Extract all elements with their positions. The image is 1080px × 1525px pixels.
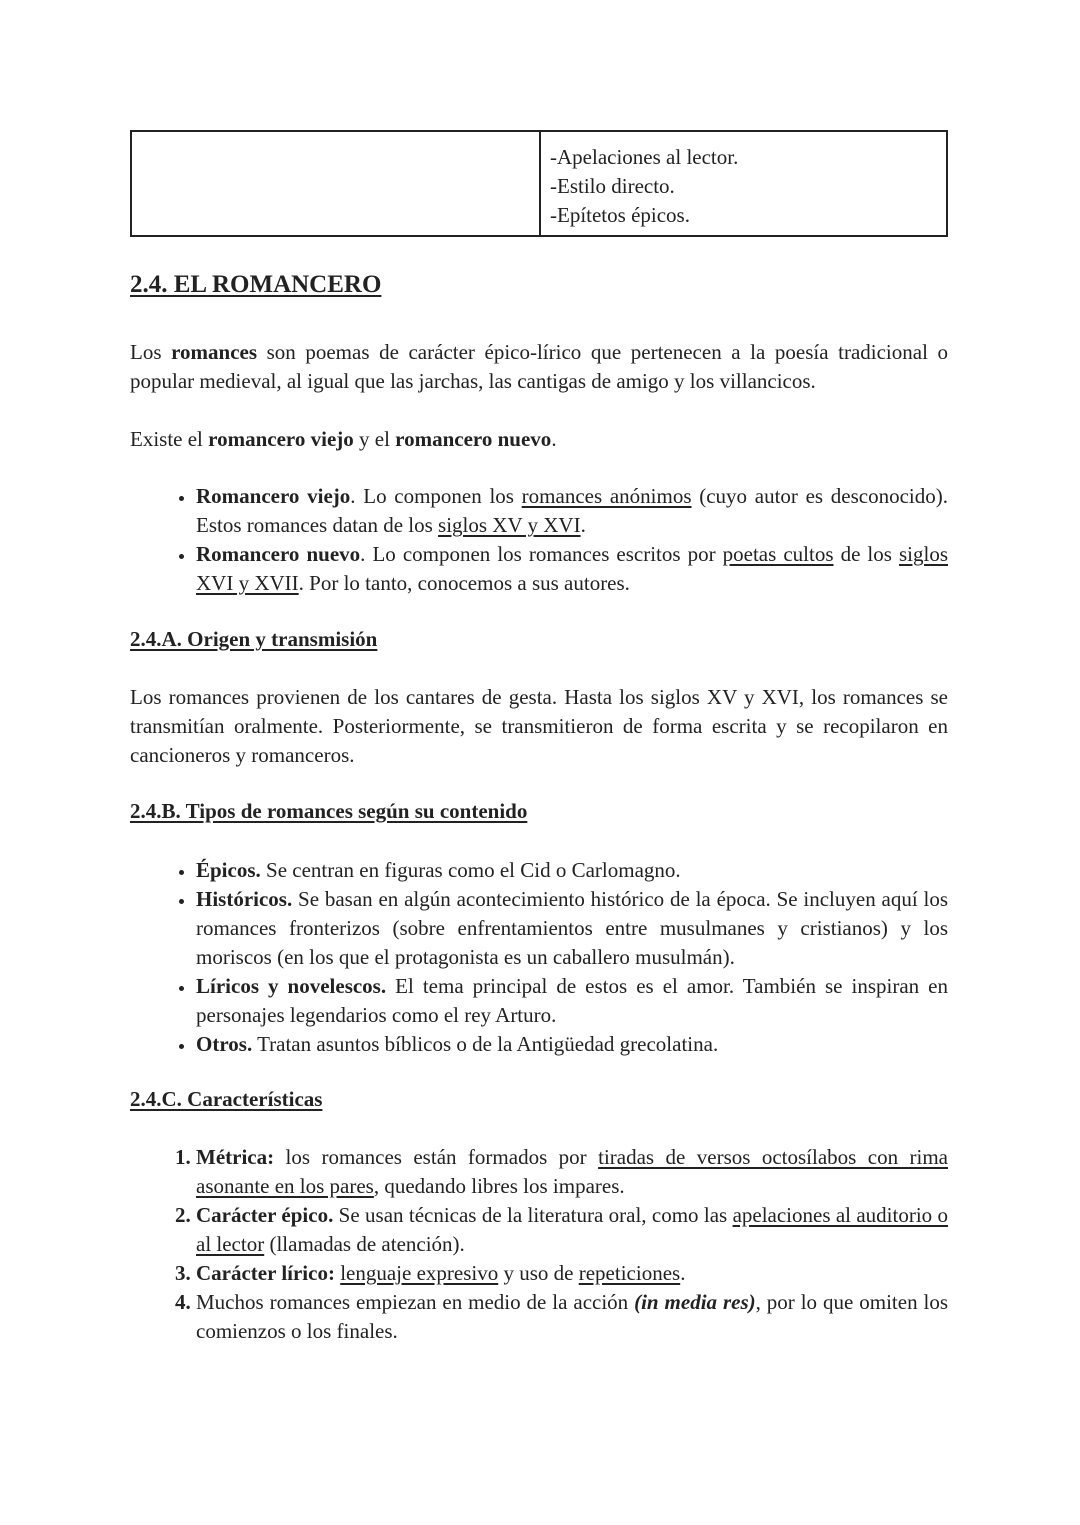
characteristics-list xyxy=(130,1143,948,1346)
table-cell-list xyxy=(541,132,946,235)
section-heading: 2.4. EL ROMANCERO xyxy=(130,271,382,298)
subsection-heading-origin: 2.4.A. Origen y transmisión xyxy=(130,627,378,651)
list-item: • Otros. Tratan asuntos bíblicos o de la Antigüedad grecolatina. xyxy=(196,1030,948,1059)
table-cell-empty xyxy=(132,132,541,235)
romancero-types-paragraph: Existe el romancero viejo y el romancero nuevo. xyxy=(130,427,557,451)
table-fragment xyxy=(130,130,948,237)
subsection-heading-characteristics: 2.4.C. Características xyxy=(130,1087,323,1111)
origin-paragraph: Los romances provienen de los cantares de gesta. Hasta los siglos XV y XVI, los romances se transmitían oralmente. Posteriormente, se transmitieron de forma escrita y se recopilaron en cancioneros y romanceros. xyxy=(130,685,948,767)
romancero-list xyxy=(130,482,948,598)
table-line: -Estilo directo. xyxy=(550,174,675,198)
list-item: 1. Métrica: los romances están formados por tiradas de versos octosílabos con rima asonante en los pares, quedando libres los impares. xyxy=(196,1143,948,1201)
list-item: 3. Carácter lírico: lenguaje expresivo y uso de repeticiones. xyxy=(196,1259,948,1288)
list-item: • Líricos y novelescos. El tema principal de estos es el amor. También se inspiran en personajes legendarios como el rey Arturo. xyxy=(196,972,948,1030)
list-item: • Romancero viejo. Lo componen los romances anónimos (cuyo autor es desconocido). Estos romances datan de los siglos XV y XVI. xyxy=(196,482,948,540)
content-types-list xyxy=(130,856,948,1059)
subsection-heading-content-types: 2.4.B. Tipos de romances según su contenido xyxy=(130,799,528,823)
list-item: • Romancero nuevo. Lo componen los romances escritos por poetas cultos de los siglos XVI y XVII. Por lo tanto, conocemos a sus autores. xyxy=(196,540,948,598)
intro-paragraph: Los romances son poemas de carácter épico-lírico que pertenecen a la poesía tradicional o popular medieval, al igual que las jarchas, las cantigas de amigo y los villancicos. xyxy=(130,340,949,393)
list-item: • Históricos. Se basan en algún acontecimiento histórico de la época. Se incluyen aquí los romances fronterizos (sobre enfrentamientos entre musulmanes y cristianos) y los moriscos (en los que el protagonista es un caballero musulmán). xyxy=(196,885,948,972)
list-item: 2. Carácter épico. Se usan técnicas de la literatura oral, como las apelaciones al auditorio o al lector (llamadas de atención). xyxy=(196,1201,948,1259)
table-line: -Epítetos épicos. xyxy=(550,203,690,227)
list-item: • Épicos. Se centran en figuras como el Cid o Carlomagno. xyxy=(196,856,948,885)
list-item: 4. Muchos romances empiezan en medio de la acción (in media res), por lo que omiten los comienzos o los finales. xyxy=(196,1288,948,1346)
table-line: -Apelaciones al lector. xyxy=(550,145,739,169)
